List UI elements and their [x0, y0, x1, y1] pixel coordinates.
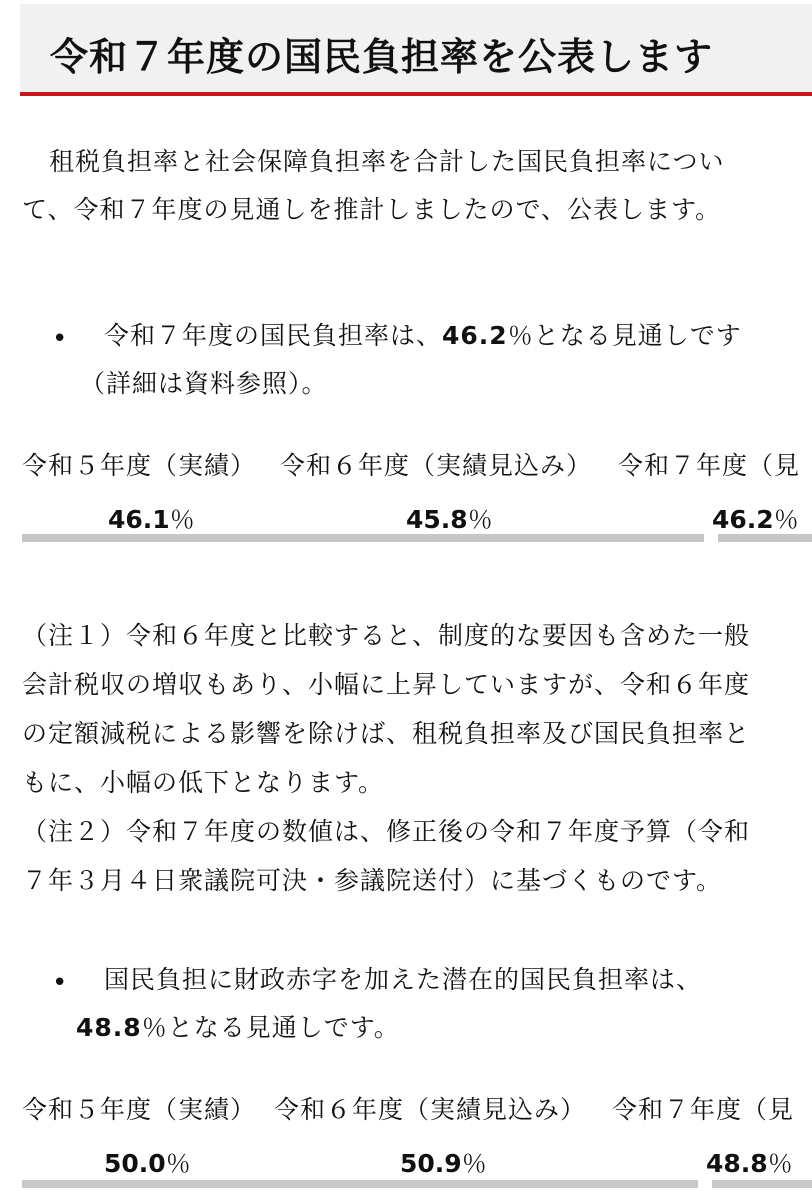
note-line: もに、小幅の低下となります。 [22, 768, 385, 797]
intro-line-2: て、令和７年度の見通しを推計しましたので、公表します。 [22, 195, 722, 224]
bullet-icon: • [52, 968, 68, 998]
table-header-fy2025: 令和７年度（見 [612, 1095, 795, 1124]
intro-line-1: 租税負担率と社会保障負担率を合計した国民負担率につい [49, 147, 725, 176]
table-divider [712, 1180, 812, 1188]
intro-paragraph [22, 138, 802, 234]
bullet-icon: • [52, 324, 68, 354]
potential-burden-rate-table [22, 1090, 812, 1196]
bullet-1-value: 46.2 [442, 321, 508, 350]
bullet-1-suffix: ％となる見通しです [507, 321, 742, 350]
note-line: （注１）令和６年度と比較すると、制度的な要因も含めた一般 [22, 621, 751, 650]
table-value-fy2023: 50.0％ [104, 1149, 191, 1178]
bullet-2-suffix: ％となる見通しです。 [141, 1013, 400, 1042]
table-value-fy2023: 46.1％ [108, 505, 195, 534]
table-header-fy2025: 令和７年度（見 [618, 451, 801, 480]
burden-rate-table [22, 446, 812, 546]
bullet-2-value: 48.8 [76, 1013, 142, 1042]
table-header-fy2024: 令和６年度（実績見込み） [274, 1095, 587, 1124]
table-value-fy2024: 45.8％ [406, 505, 493, 534]
table-divider [718, 534, 812, 542]
note-line: ７年３月４日衆議院可決・参議院送付）に基づくものです。 [22, 866, 723, 895]
notes-block [22, 616, 812, 906]
table-header-fy2023: 令和５年度（実績） [22, 1095, 257, 1124]
bullet-1-line-1 [104, 312, 742, 360]
bullet-2-line-2 [76, 1004, 400, 1052]
bullet-2-line-1: 国民負担に財政赤字を加えた潜在的国民負担率は、 [104, 965, 703, 994]
table-header-fy2024: 令和６年度（実績見込み） [280, 451, 593, 480]
table-value-fy2025: 46.2％ [712, 505, 799, 534]
table-divider [22, 534, 704, 542]
table-value-fy2024: 50.9％ [400, 1149, 487, 1178]
note-line: 会計税収の増収もあり、小幅に上昇していますが、令和６年度 [22, 670, 751, 699]
page-title-box [20, 4, 812, 96]
table-value-fy2025: 48.8％ [706, 1149, 793, 1178]
page-title: 令和７年度の国民負担率を公表します [50, 35, 714, 79]
note-line: （注２）令和７年度の数値は、修正後の令和７年度予算（令和 [22, 817, 751, 846]
table-divider [22, 1180, 698, 1188]
bullet-1-line-2: （詳細は資料参照）。 [80, 369, 328, 398]
table-header-fy2023: 令和５年度（実績） [22, 451, 257, 480]
note-line: の定額減税による影響を除けば、租税負担率及び国民負担率と [22, 719, 751, 748]
bullet-1-prefix: 令和７年度の国民負担率は、 [104, 321, 443, 350]
